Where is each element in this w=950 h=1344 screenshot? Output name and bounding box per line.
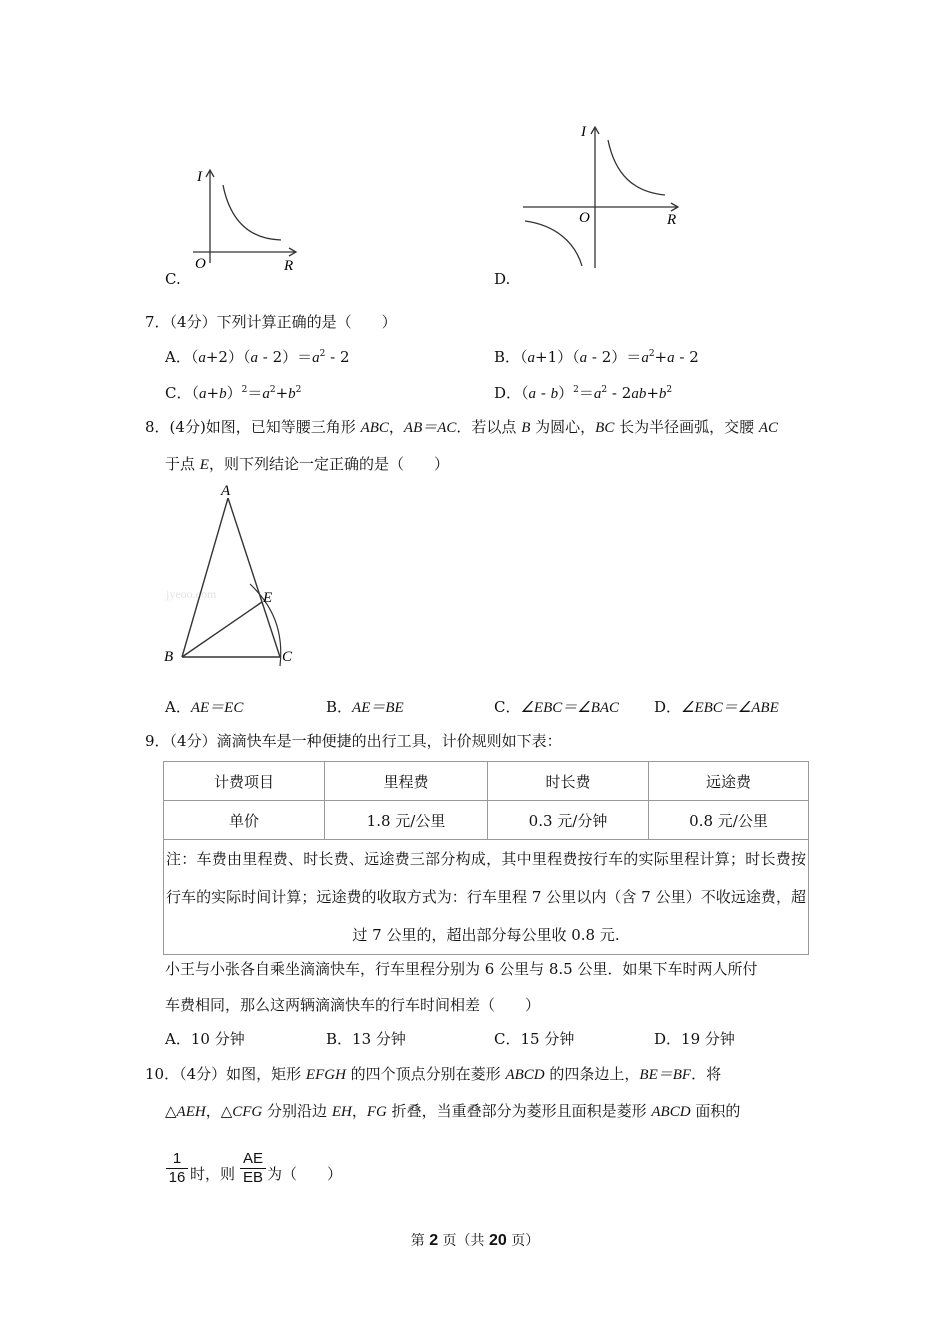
q9-option-d: D．19 分钟 bbox=[654, 1030, 735, 1048]
table-cell: 单价 bbox=[164, 801, 325, 840]
graph-d-curve-q3 bbox=[525, 221, 582, 266]
q9-body-line1: 小王与小张各自乘坐滴滴快车，行车里程分别为 6 公里与 8.5 公里．如果下车时两人所付 bbox=[165, 960, 758, 978]
graph-c-label-o: O bbox=[195, 256, 206, 272]
q9-fee-table bbox=[163, 761, 809, 955]
q8-figure bbox=[160, 480, 305, 670]
q9-option-a: A．10 分钟 bbox=[165, 1030, 245, 1048]
page-total: 20 bbox=[489, 1232, 507, 1249]
q10-fraction-1-16: $\frac{1}{16}$ bbox=[166, 1150, 188, 1187]
q8-option-d: D．∠EBC＝∠ABE bbox=[654, 698, 779, 716]
q8-label-e: E bbox=[263, 590, 273, 606]
graph-d-label-i: I bbox=[581, 124, 586, 140]
q8-option-b: B．AE＝BE bbox=[326, 698, 404, 716]
table-row bbox=[164, 840, 809, 955]
q10-stem-line3-mid: 时，则 bbox=[190, 1165, 236, 1183]
graph-d-label-o: O bbox=[579, 210, 590, 226]
q7-stem: 7．（4分）下列计算正确的是（ ） bbox=[145, 313, 397, 331]
table-cell: 0.8 元/公里 bbox=[649, 801, 809, 840]
table-header-cell: 里程费 bbox=[325, 762, 488, 801]
q8-side-ab bbox=[182, 498, 228, 657]
q10-stem-line3-post: 为（ ） bbox=[267, 1165, 343, 1183]
table-header-cell: 计费项目 bbox=[164, 762, 325, 801]
q9-option-c: C．15 分钟 bbox=[494, 1030, 575, 1048]
q8-stem-line1: 8．(4分)如图，已知等腰三角形 ABC，AB＝AC．若以点 B 为圆心，BC 长为半径画弧，交腰 AC bbox=[145, 418, 779, 436]
graph-d-option-label: D. bbox=[494, 270, 511, 288]
graph-c-label-r: R bbox=[284, 258, 294, 274]
q10-fraction-ae-eb: $\frac{AE}{EB}$ bbox=[240, 1150, 266, 1187]
graph-c bbox=[185, 165, 305, 275]
graph-c-curve bbox=[223, 185, 281, 240]
q9-stem: 9．（4分）滴滴快车是一种便捷的出行工具，计价规则如下表： bbox=[145, 732, 562, 750]
table-row bbox=[164, 762, 809, 801]
page-footer: 第 2 页（共 20 页） bbox=[410, 1232, 540, 1249]
table-cell: 1.8 元/公里 bbox=[325, 801, 488, 840]
q8-watermark: jyeoo.com bbox=[166, 587, 217, 601]
table-note: 注：车费由里程费、时长费、远途费三部分构成，其中里程费按行车的实际里程计算；时长费按行车的实际时间计算；远途费的收取方式为：行车里程 7 公里以内（含 7 公里）不收远途费，超过 7 公里的，超出部分每公里收 0.8 元. bbox=[164, 840, 809, 955]
q8-label-b: B bbox=[164, 649, 174, 665]
table-header-cell: 远途费 bbox=[649, 762, 809, 801]
table-header-cell: 时长费 bbox=[488, 762, 649, 801]
q9-body-line2: 车费相同，那么这两辆滴滴快车的行车时间相差（ ） bbox=[165, 996, 541, 1014]
q10-stem-line1: 10．（4分）如图，矩形 EFGH 的四个顶点分别在菱形 ABCD 的四条边上，BE＝BF．将 bbox=[145, 1065, 722, 1083]
table-row bbox=[164, 801, 809, 840]
graph-c-option-label: C. bbox=[165, 270, 181, 288]
q8-stem-line2: 于点 E，则下列结论一定正确的是（ ） bbox=[165, 455, 449, 473]
q8-label-a: A bbox=[221, 483, 231, 499]
q8-option-a: A．AE＝EC bbox=[165, 698, 244, 716]
graph-c-label-i: I bbox=[197, 169, 202, 185]
q8-segment-be bbox=[182, 602, 262, 657]
q9-option-b: B．13 分钟 bbox=[326, 1030, 406, 1048]
graph-d-label-r: R bbox=[667, 212, 677, 228]
q8-option-c: C．∠EBC＝∠BAC bbox=[494, 698, 620, 716]
page-number: 2 bbox=[429, 1232, 439, 1249]
q8-label-c: C bbox=[282, 649, 293, 665]
graph-d-curve-q1 bbox=[608, 140, 665, 195]
q7-option-a: A．$(a+2)(a - 2)=a^2 - 2$ bbox=[165, 348, 350, 366]
q8-side-ac bbox=[228, 498, 280, 657]
table-cell: 0.3 元/分钟 bbox=[488, 801, 649, 840]
q7-option-b: B．$(a+1)(a - 2)=a^2+a - 2$ bbox=[494, 348, 699, 366]
q7-option-c: C．$(a+b)^2=a^2+b^2$ bbox=[165, 384, 302, 402]
q10-stem-line2: △AEH，△CFG 分别沿边 EH，FG 折叠，当重叠部分为菱形且面积是菱形 ABCD 面积的 bbox=[165, 1102, 741, 1120]
graph-d bbox=[515, 118, 690, 273]
q7-option-d: D．$(a - b)^2=a^2 - 2ab+b^2$ bbox=[494, 384, 673, 402]
